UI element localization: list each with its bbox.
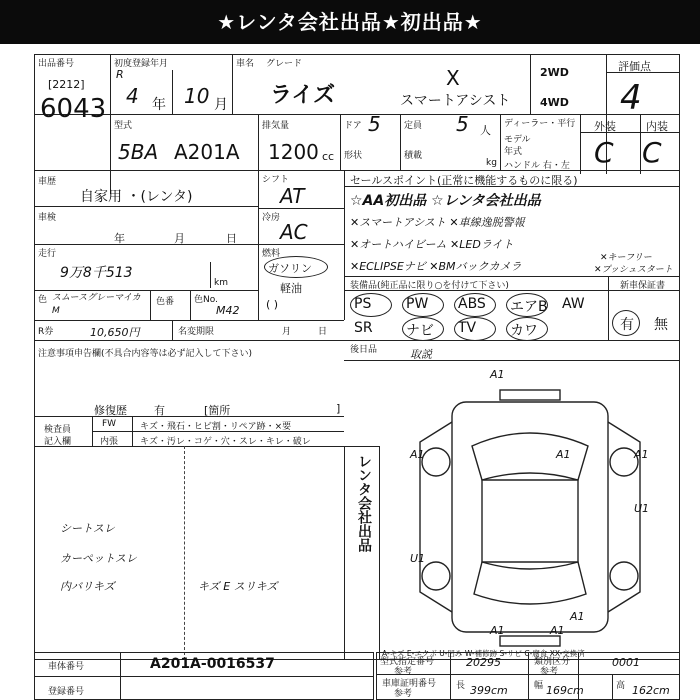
damage-mark: A1 <box>490 368 505 381</box>
damage-mark: A1 <box>410 448 425 461</box>
cooler-value: AC <box>280 220 308 244</box>
divider <box>190 290 191 320</box>
drive-2wd: 2WD <box>540 66 569 79</box>
sales-point-2: ✕スマートアシスト ✕車線逸脱警報 <box>350 216 525 229</box>
load-unit: kg <box>486 158 497 168</box>
divider <box>400 114 401 170</box>
divider <box>608 276 609 340</box>
equipment-item: SR <box>354 320 373 336</box>
recycle-value: 10,650円 <box>90 326 140 339</box>
handle-label: ハンドル 右・左 <box>504 161 570 171</box>
car-name: ライズ <box>270 83 336 108</box>
divider <box>120 652 121 700</box>
lot-number: 6043 <box>40 94 107 124</box>
repair-bracket: [箇所 <box>204 404 231 417</box>
note-handwritten-3: 内バリキズ <box>60 580 115 593</box>
fuel-selected-circle <box>264 256 328 278</box>
divider <box>500 114 501 170</box>
length-label: 長 <box>456 681 466 691</box>
year-unit: 年 <box>152 97 166 113</box>
recycle-label: R券 <box>38 327 54 337</box>
model-year-label: モデル <box>504 135 531 145</box>
damage-mark: A1 <box>570 610 585 623</box>
shift-value: AT <box>280 184 305 208</box>
equipment-circle <box>454 317 496 341</box>
sales-points-label: セールスポイント(正常に機能するものに限る) <box>350 174 578 187</box>
dealer-label: ディーラー・平行 <box>504 119 576 129</box>
vertical-stamp: レンタ会社出品 <box>356 454 372 552</box>
inspector-label: 検査員 <box>44 425 72 435</box>
wheel-front-left <box>422 448 450 476</box>
width-value: 169cm <box>546 684 584 697</box>
color-no-value: M42 <box>216 304 240 317</box>
first-reg-label: 初度登録年月 <box>114 59 169 69</box>
divider <box>450 652 451 700</box>
sales-point-3: ✕オートハイビーム ✕LEDライト <box>350 238 514 251</box>
warranty-yes: 有 <box>620 317 634 333</box>
equipment-item: ナビ <box>406 323 434 339</box>
rear-bumper <box>500 636 560 646</box>
displacement-label: 排気量 <box>262 121 290 131</box>
uchi-value: キズ・汚レ・コゲ・穴・スレ・キレ・破レ <box>140 437 311 447</box>
exterior-label: 外装 <box>594 120 616 133</box>
displacement-value: 1200 <box>268 140 319 164</box>
divider <box>34 446 344 447</box>
after-items-label: 後日品 <box>350 345 378 355</box>
divider <box>34 290 258 291</box>
inspection-label: 車検 <box>38 213 57 223</box>
equipment-circle <box>402 317 444 341</box>
equipment-item: エアB <box>510 299 548 315</box>
divider <box>344 170 345 320</box>
wheel-rear-right <box>610 562 638 590</box>
height-value: 162cm <box>632 684 670 697</box>
warranty-no: 無 <box>654 317 668 333</box>
name-change-day: 日 <box>318 327 328 337</box>
doors-label: ドア <box>344 121 362 131</box>
equipment-circle <box>506 293 548 317</box>
damage-mark: U1 <box>634 502 650 515</box>
divider <box>34 244 258 245</box>
sales-point-4: ✕ECLIPSEナビ ✕BMバックカメラ <box>350 260 522 273</box>
divider <box>344 276 680 277</box>
divider <box>340 114 341 170</box>
divider <box>344 290 680 291</box>
car-body-outline <box>452 402 608 632</box>
mileage-unit: km <box>214 278 228 288</box>
mileage-label: 走行 <box>38 249 57 259</box>
note-handwritten-2: カーペットスレ <box>60 552 137 565</box>
car-name-label: 車名 <box>236 59 255 69</box>
inspection-day: 日 <box>226 232 237 245</box>
capacity-label: 定員 <box>404 121 423 131</box>
divider <box>34 114 680 115</box>
damage-mark: U1 <box>410 552 426 565</box>
sales-point-extra-1: ✕キーフリー <box>600 253 652 263</box>
inspection-month: 月 <box>174 232 185 245</box>
model-desig-value: 20295 <box>466 656 501 669</box>
name-change-month: 月 <box>282 327 292 337</box>
model-code: A201A <box>174 140 240 164</box>
divider <box>34 170 680 171</box>
capacity-unit: 人 <box>480 124 491 137</box>
equipment-item: PS <box>354 296 372 312</box>
uchi-label: 内張 <box>100 437 119 447</box>
divider <box>258 170 259 320</box>
divider <box>640 114 641 174</box>
divider <box>612 674 613 700</box>
reg-year: 4 <box>126 84 139 108</box>
fw-label: FW <box>102 419 117 429</box>
damage-mark: A1 <box>634 448 649 461</box>
damage-legend: A-キズ E-エクボ U-凹み W-補修跡 S-サビ C-腐食 XX-交換済 <box>382 649 585 658</box>
capacity-value: 5 <box>456 112 469 136</box>
divider <box>172 70 173 114</box>
divider <box>258 114 259 170</box>
equipment-item: TV <box>458 320 477 336</box>
divider <box>580 132 680 133</box>
damage-mark: A1 <box>556 448 571 461</box>
divider <box>110 54 111 194</box>
class-value: 0001 <box>612 656 640 669</box>
displacement-unit: cc <box>322 150 335 163</box>
year-label: 年式 <box>504 147 523 157</box>
note-handwritten-1: シートスレ <box>60 522 115 535</box>
length-value: 399cm <box>470 684 508 697</box>
load-label: 積載 <box>404 151 423 161</box>
roof <box>482 480 578 562</box>
equipment-circle <box>350 293 392 317</box>
fuel-label: 燃料 <box>262 249 281 259</box>
chassis-value: A201A-0016537 <box>150 656 275 672</box>
mileage-value: 9万8千513 <box>60 265 133 281</box>
after-items-value: 取説 <box>410 348 432 361</box>
front-bumper <box>500 390 560 400</box>
model-desig-ref: 参考 <box>394 667 413 677</box>
wheel-rear-left <box>422 562 450 590</box>
divider <box>232 54 233 114</box>
equipment-item: ABS <box>458 296 486 312</box>
model-label: 型式 <box>114 121 133 131</box>
divider <box>344 186 680 187</box>
damage-mark: A1 <box>550 624 565 637</box>
equipment-item: AW <box>562 296 585 312</box>
interior-grade: C <box>642 136 662 169</box>
windshield <box>472 433 588 480</box>
equipment-circle <box>506 317 548 341</box>
divider <box>258 208 344 209</box>
fuel-diesel: 軽油 <box>280 282 302 295</box>
cooler-label: 冷房 <box>262 213 281 223</box>
color-no-label-2: 色No. <box>194 295 218 305</box>
divider <box>344 340 680 341</box>
interior-label: 内装 <box>646 120 668 133</box>
equipment-circle <box>454 293 496 317</box>
history-label: 車歴 <box>38 177 57 187</box>
class-label: 類別区分 <box>534 657 571 667</box>
divider <box>172 320 173 340</box>
fw-value: キズ・飛石・ヒビ割・リペア跡・×要 <box>140 422 292 432</box>
cert-label: 車庫証明番号 <box>382 679 437 689</box>
equipment-label: 装備品(純正品に限り○を付けて下さい) <box>350 281 509 291</box>
lot-label: 出品番号 <box>38 59 75 69</box>
height-label: 高 <box>616 681 626 691</box>
divider <box>34 206 258 207</box>
shape-label: 形状 <box>344 151 363 161</box>
era: R <box>116 68 124 81</box>
divider <box>344 360 680 361</box>
score-value: 4 <box>620 78 642 118</box>
color-label: 色 <box>38 295 48 305</box>
notes-label: 注意事項申告欄(不具合内容等は必ず記入して下さい) <box>38 349 253 359</box>
equipment-item: カワ <box>510 323 538 339</box>
score-label: 評価点 <box>618 60 651 73</box>
doors-value: 5 <box>368 112 381 136</box>
entry-label: 記入欄 <box>44 437 72 447</box>
model-desig-label: 型式指定番号 <box>380 657 435 667</box>
grade-name: スマートアシスト <box>400 93 511 109</box>
chassis-label: 車体番号 <box>48 662 85 672</box>
divider <box>530 54 531 114</box>
name-change-label: 名変期限 <box>178 327 215 337</box>
divider <box>34 340 344 341</box>
divider <box>528 652 529 700</box>
equipment-item: PW <box>406 296 429 312</box>
divider <box>210 262 211 288</box>
car-damage-diagram <box>380 362 680 660</box>
equipment-circle <box>402 293 444 317</box>
divider <box>258 244 344 245</box>
model-prefix: 5BA <box>118 140 159 164</box>
drive-4wd: 4WD <box>540 96 569 109</box>
inspection-year: 年 <box>114 232 125 245</box>
repair-yes: 有 <box>154 404 165 417</box>
rear-window <box>474 562 586 604</box>
lot-subcode: [2212] <box>48 78 85 91</box>
divider <box>606 72 680 73</box>
divider <box>34 676 374 677</box>
grade-label: グレード <box>266 59 303 69</box>
divider <box>580 114 581 174</box>
damage-mark: A1 <box>490 624 505 637</box>
grade-x: X <box>446 66 460 90</box>
note-handwritten-4: キズ E スリキズ <box>198 580 278 593</box>
shift-label: シフト <box>262 175 290 185</box>
auction-banner: ★レンタ会社出品★初出品★ <box>0 0 700 44</box>
reg-month: 10 <box>184 84 210 108</box>
cert-ref: 参考 <box>394 689 413 699</box>
month-unit: 月 <box>214 97 228 113</box>
dashed-divider <box>184 446 185 660</box>
divider <box>34 416 344 417</box>
exterior-grade: C <box>594 136 614 169</box>
sales-point-1: ☆AA初出品 ☆レンタ会社出品 <box>350 193 541 209</box>
warranty-label: 新車保証書 <box>620 281 666 291</box>
sales-point-extra-2: ✕プッシュスタート <box>594 265 673 275</box>
color-no-label: 色番 <box>156 297 175 307</box>
divider <box>150 290 151 320</box>
divider <box>34 320 344 321</box>
fuel-gasoline: ガソリン <box>268 262 312 275</box>
color-value: スムースグレーマイカM <box>52 293 141 316</box>
auction-sheet: 出品番号 [2212] 6043 初度登録年月 R 4 年 10 月 車名 グレード ライズ X スマートアシスト 2WD 4WD 評価点 4 型式 5BA A201A 排気量 1200 cc ドア 5 形状 定員 5 人 積載 kg ディーラー・平行 モデル 年式 ハンドル 右・左 外装 内装 C C 車歴 自家用 ・(レンタ) シフト AT 冷房 AC 燃料 ガソリン 軽油 ( ) 車検 年 月 日 走行 9万8千513 km 色 スムースグレーマイカM 色番 色No. M42 R券 10,650円 名変期限 月 日 注意事項申告欄(不具合内容等は必ず記入して下さい) 修復歴 有 [箇所 ] 検査員 記入欄 FW キズ・飛石・ヒビ割・リペア跡・×要 内張 キズ・汚レ・コゲ・穴・スレ・キレ・破レ レンタ会社出品 シートスレ カーペットスレ 内バリキズ キズ E スリキズ セールスポイント(正常に機能するものに限る) ☆AA初出品 ☆レンタ会社出品 ✕スマートアシスト ✕車線逸脱警報 ✕オートハイビーム ✕LEDライト ✕ECLIPSEナビ ✕BMバックカメラ ✕キーフリー ✕プッシュスタート 装備品(純正品に限り○を付けて下さい) 新車保証書 有 無 後日品 取説 A1 A1 A1 A1 U1 U1 A1 A1 A1 A-キズ E-エクボ U-凹み W-補修跡 S-サビ C-腐食 XX-交換済 車体番号 A201A-0016537 登録番号 型式指定番号 参考 20295 類別区分 参考 0001 車庫証明番号 参考 長 399cm 幅 169cm 高 162cm PS PW ABS エアB AW SR ナビ TV カワ <box>0 44 700 700</box>
warranty-circle <box>612 310 640 336</box>
history-value: 自家用 ・(レンタ) <box>80 189 193 205</box>
class-ref: 参考 <box>540 667 559 677</box>
width-label: 幅 <box>534 681 544 691</box>
fuel-other: ( ) <box>266 298 279 311</box>
reg-no-label: 登録番号 <box>48 687 85 697</box>
repair-label: 修復歴 <box>94 404 127 417</box>
